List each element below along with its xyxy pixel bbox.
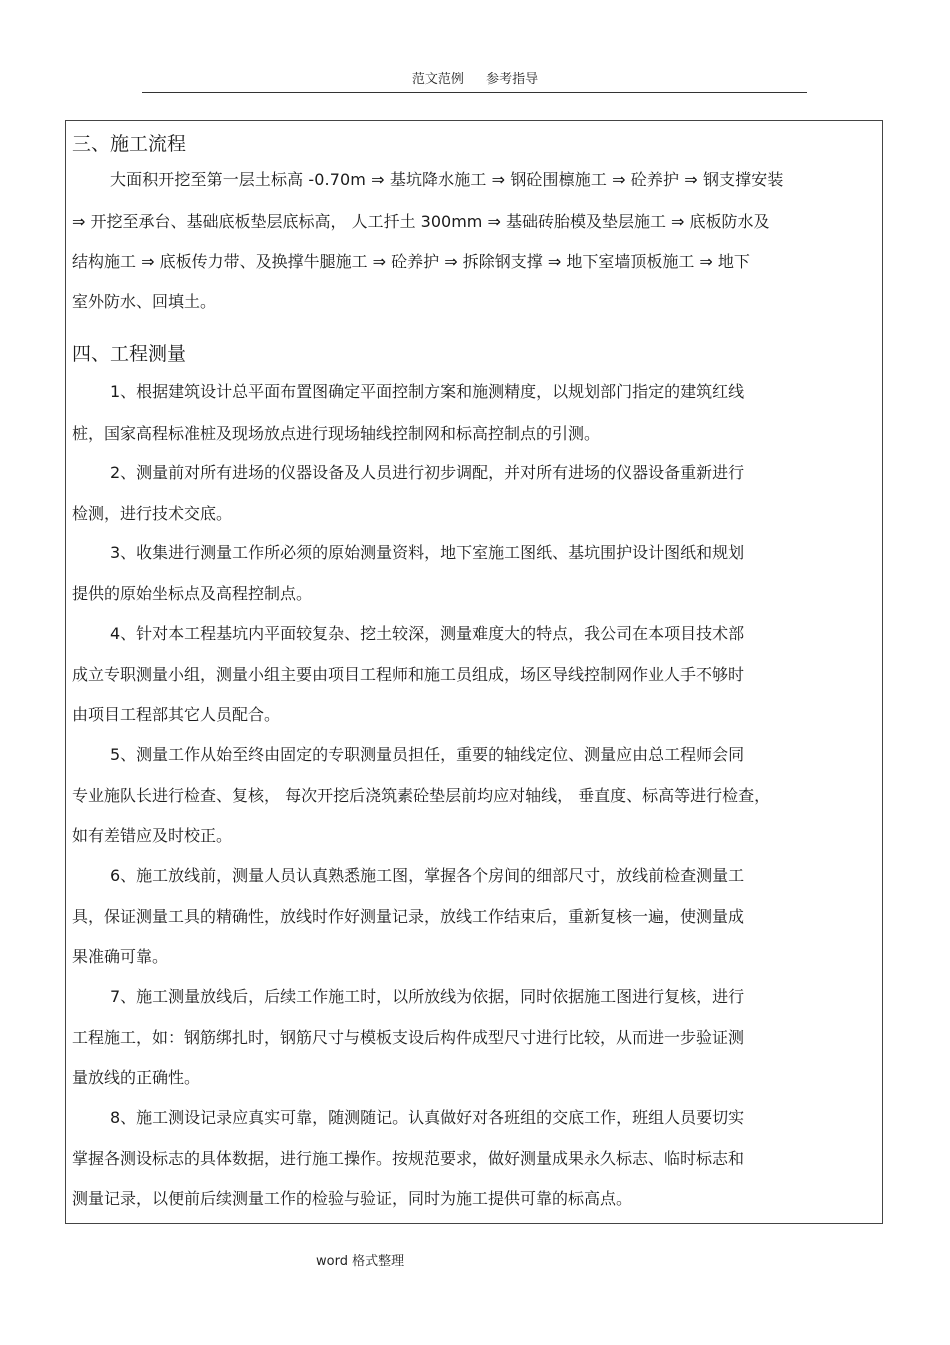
- section-4-heading: 四、工程测量: [72, 343, 187, 365]
- header-rule: [142, 92, 807, 93]
- s4-line-11: 专业施队长进行检查、复核， 每次开挖后浇筑素砼垫层前均应对轴线， 垂直度、标高等进行检查，: [72, 786, 771, 805]
- s4-line-17: 工程施工，如：钢筋绑扎时，钢筋尺寸与模板支设后构件成型尺寸进行比较，从而进一步验证测: [72, 1028, 745, 1047]
- page-header: [0, 68, 950, 87]
- s4-line-16: 7、施工测量放线后，后续工作施工时，以所放线为依据，同时依据施工图进行复核，进行: [110, 987, 745, 1006]
- s4-line-9: 由项目工程部其它人员配合。: [72, 705, 281, 724]
- s4-line-21: 测量记录，以便前后续测量工作的检验与验证，同时为施工提供可靠的标高点。: [72, 1189, 633, 1208]
- page-footer: word 格式整理: [316, 1254, 405, 1269]
- header-right-text: 参考指导: [486, 72, 539, 87]
- s4-line-13: 6、施工放线前，测量人员认真熟悉施工图，掌握各个房间的细部尺寸，放线前检查测量工: [110, 866, 745, 885]
- s4-line-10: 5、测量工作从始至终由固定的专职测量员担任，重要的轴线定位、测量应由总工程师会同: [110, 745, 745, 764]
- s4-line-4: 检测，进行技术交底。: [72, 504, 233, 523]
- s4-line-8: 成立专职测量小组，测量小组主要由项目工程师和施工员组成，场区导线控制网作业人手不够时: [72, 665, 745, 684]
- s4-line-18: 量放线的正确性。: [72, 1068, 201, 1087]
- s3-line-2: ⇒ 开挖至承台、基础底板垫层底标高， 人工扦土 300mm ⇒ 基础砖胎模及垫层施工 ⇒ 底板防水及: [72, 212, 770, 231]
- s4-line-19: 8、施工测设记录应真实可靠，随测随记。认真做好对各班组的交底工作，班组人员要切实: [110, 1108, 745, 1127]
- s4-line-20: 掌握各测设标志的具体数据，进行施工操作。按规范要求，做好测量成果永久标志、临时标志和: [72, 1149, 745, 1168]
- s3-line-1: 大面积开挖至第一层土标高 -0.70m ⇒ 基坑降水施工 ⇒ 钢砼围檩施工 ⇒ 砼养护 ⇒ 钢支撑安装: [110, 170, 784, 189]
- s4-line-6: 提供的原始坐标点及高程控制点。: [72, 584, 313, 603]
- s3-line-4: 室外防水、回填土。: [72, 292, 217, 311]
- s4-line-5: 3、收集进行测量工作所必须的原始测量资料，地下室施工图纸、基坑围护设计图纸和规划: [110, 543, 745, 562]
- s4-line-12: 如有差错应及时校正。: [72, 826, 233, 845]
- s4-line-15: 果准确可靠。: [72, 947, 169, 966]
- s4-line-14: 具，保证测量工具的精确性，放线时作好测量记录，放线工作结束后，重新复核一遍，使测量成: [72, 907, 745, 926]
- s4-line-7: 4、针对本工程基坑内平面较复杂、挖土较深，测量难度大的特点，我公司在本项目技术部: [110, 624, 745, 643]
- section-3-heading: 三、施工流程: [72, 133, 187, 155]
- s3-line-3: 结构施工 ⇒ 底板传力带、及换撑牛腿施工 ⇒ 砼养护 ⇒ 拆除钢支撑 ⇒ 地下室墙顶板施工 ⇒ 地下: [72, 252, 750, 271]
- s4-line-1: 1、根据建筑设计总平面布置图确定平面控制方案和施测精度，以规划部门指定的建筑红线: [110, 382, 745, 401]
- s4-line-3: 2、测量前对所有进场的仪器设备及人员进行初步调配，并对所有进场的仪器设备重新进行: [110, 463, 745, 482]
- header-left-text: 范文范例: [411, 72, 464, 87]
- s4-line-2: 桩，国家高程标准桩及现场放点进行现场轴线控制网和标高控制点的引测。: [72, 424, 601, 443]
